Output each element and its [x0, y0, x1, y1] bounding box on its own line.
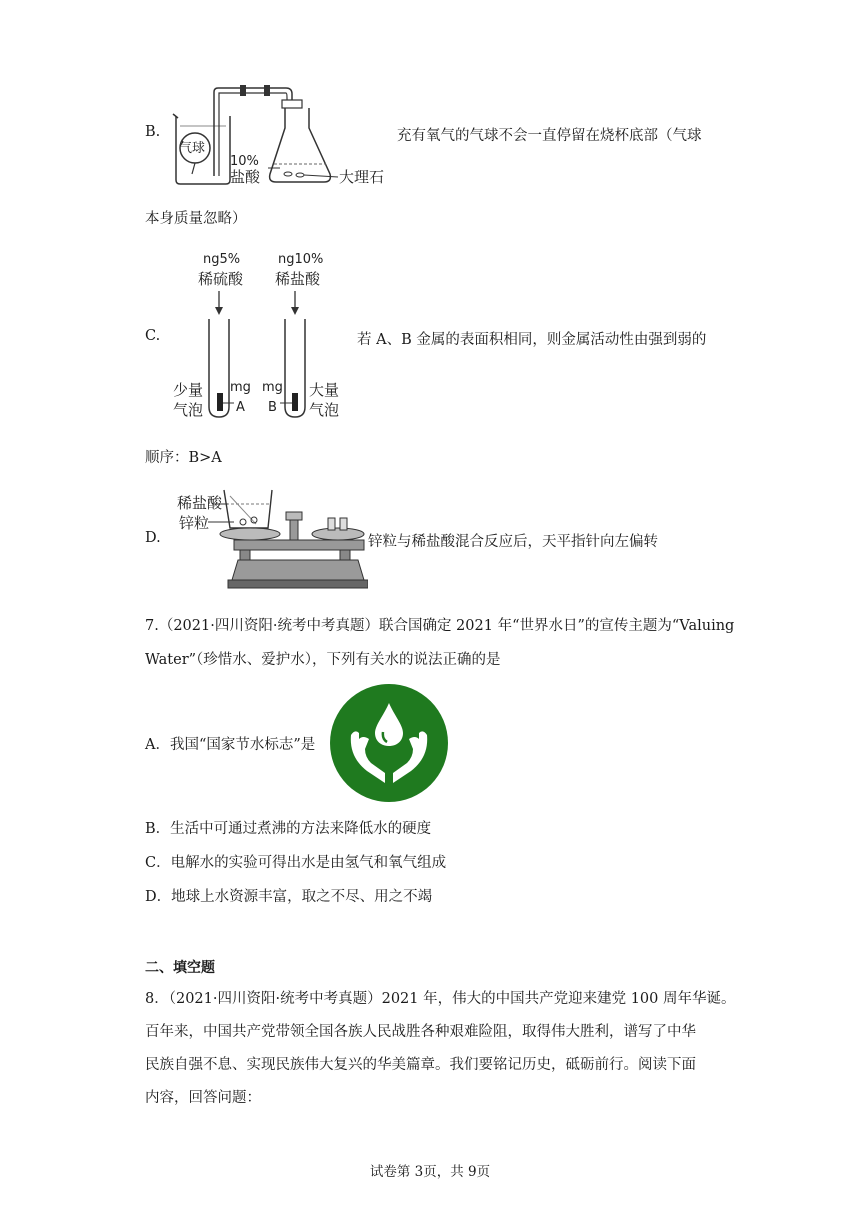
option-d-text: 锌粒与稀盐酸混合反应后，天平指针向左偏转: [368, 534, 658, 550]
fig-left-bubble1: 少量: [173, 381, 204, 399]
fig-left-top1: ng5%: [203, 252, 241, 267]
q8-line-3: 民族自强不息、实现民族伟大复兴的华美篇章。我们要铭记历史，砥砺前行。阅读下面: [145, 1057, 696, 1073]
page-footer: 试卷第 3页，共 9页: [369, 1164, 491, 1180]
fig-stone-label: 大理石: [339, 168, 385, 186]
balance-figure: [168, 484, 368, 592]
option-d-label: D.: [145, 530, 161, 546]
option-c-text-2: 顺序：B>A: [145, 450, 222, 466]
fig-right-mass: mg: [262, 380, 283, 395]
section-title: 二、填空题: [145, 960, 215, 976]
option-b-label: B.: [145, 124, 161, 140]
option-c-text-1: 若 A、B 金属的表面积相同，则金属活动性由强到弱的: [357, 332, 707, 348]
q7-option-b: B．生活中可通过煮沸的方法来降低水的硬度: [145, 821, 432, 837]
balloon-apparatus-figure: [168, 78, 390, 190]
q7-option-a: A．我国“国家节水标志”是: [145, 737, 316, 753]
q7-option-c: C．电解水的实验可得出水是由氢气和氧气组成: [145, 855, 447, 871]
q8-line-4: 内容，回答问题：: [145, 1090, 261, 1106]
option-b-text-1: 充有氧气的气球不会一直停留在烧杯底部（气球: [397, 128, 702, 144]
option-c-label: C.: [145, 328, 161, 344]
fig-right-top1: ng10%: [278, 252, 324, 267]
fig-conc-label: 10%: [230, 154, 259, 169]
q7-stem-line-2: Water”（珍惜水、爱护水），下列有关水的说法正确的是: [145, 652, 501, 668]
q7-option-d: D．地球上水资源丰富，取之不尽、用之不竭: [145, 889, 433, 905]
q7-stem-line-1: 7.（2021·四川资阳·统考中考真题）联合国确定 2021 年“世界水日”的宣传主题为“Valuing: [145, 618, 735, 634]
test-tubes-figure: [168, 247, 348, 422]
option-b-text-2: 本身质量忽略）: [145, 211, 247, 227]
q8-line-2: 百年来，中国共产党带领全国各族人民战胜各种艰难险阻，取得伟大胜利，谱写了中华: [145, 1024, 696, 1040]
fig-right-bubble1: 大量: [309, 381, 340, 399]
fig-left-metal: A: [236, 400, 245, 415]
fig-acid-label-d: 稀盐酸: [177, 494, 223, 512]
fig-left-mass: mg: [230, 380, 251, 395]
fig-right-metal: B: [268, 400, 277, 415]
water-saving-logo: [329, 683, 449, 803]
fig-left-bubble2: 气泡: [173, 401, 204, 419]
fig-right-bubble2: 气泡: [309, 401, 340, 419]
fig-right-top2: 稀盐酸: [275, 270, 321, 288]
fig-left-top2: 稀硫酸: [198, 270, 244, 288]
fig-balloon-label: 气球: [179, 141, 206, 156]
fig-zinc-label: 锌粒: [179, 514, 210, 532]
q8-line-1: 8．（2021·四川资阳·统考中考真题）2021 年，伟大的中国共产党迎来建党 100 周年华诞。: [145, 991, 736, 1007]
fig-acid-label: 盐酸: [230, 168, 261, 186]
